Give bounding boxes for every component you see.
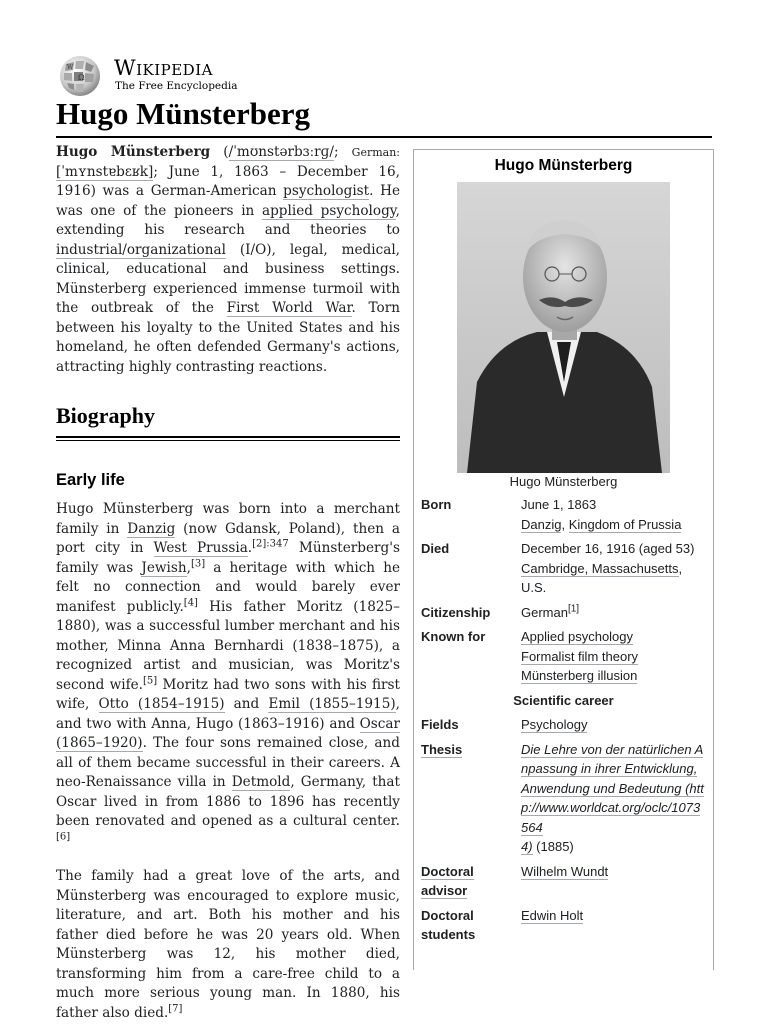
row-value xyxy=(521,715,706,735)
reference-link[interactable]: [1] xyxy=(567,603,580,615)
svg-text:W: W xyxy=(67,64,74,71)
text-span: a heritage with which he felt no connection and would barely ever manifest publicly. xyxy=(56,559,400,615)
early-life-paragraph-2 xyxy=(56,867,400,1023)
text-span: Moritz had two sons with his first wife, xyxy=(56,676,400,712)
text-span: , xyxy=(186,559,191,576)
text-span: , U.S. xyxy=(521,560,683,595)
row-label: Born xyxy=(421,497,452,512)
wikipedia-globe-icon[interactable] xyxy=(56,54,104,98)
jewish-link[interactable]: Jewish xyxy=(141,559,187,576)
subject-name: Hugo Münsterberg xyxy=(56,144,211,160)
infobox xyxy=(413,149,714,970)
text-span: , and two with Anna, Hugo (1863–1916) and xyxy=(56,696,400,732)
infobox-row-known-for xyxy=(414,625,713,689)
row-label: Known for xyxy=(421,629,486,644)
text-span: (I/O), legal, medical, clinical, educational and business settings. Münsterberg experienced immense turmoil with the outbreak of the xyxy=(56,241,400,316)
oscar-link[interactable]: Oscar (1865–1920) xyxy=(56,715,400,751)
thesis-label-link[interactable]: Thesis xyxy=(421,741,463,757)
psychologist-link[interactable]: psychologist xyxy=(283,183,370,199)
cambridge-massachusetts-link[interactable]: Cambridge, Massachusetts xyxy=(521,560,679,576)
row-value xyxy=(521,740,706,857)
text-span: Münsterberg's family was xyxy=(56,540,400,576)
reference-link[interactable]: [3] xyxy=(190,557,206,569)
row-value xyxy=(521,906,706,945)
section-divider xyxy=(56,436,400,441)
ipa-pronunciation-link[interactable]: /ˈmʊnstərbɜːrɡ/ xyxy=(228,144,334,160)
kingdom-of-prussia-link[interactable]: Kingdom of Prussia xyxy=(568,516,682,532)
german-ipa-link[interactable]: [ˈmʏnstɐbɛʁk] xyxy=(56,163,154,180)
row-label: Doctoral students xyxy=(421,907,476,942)
infobox-row-doctoral-advisor xyxy=(414,860,713,904)
text-span: , extending his research and theories to xyxy=(56,202,400,238)
died-place xyxy=(521,559,706,598)
site-header xyxy=(56,54,356,98)
row-label: Died xyxy=(421,541,450,556)
psychology-link[interactable]: Psychology xyxy=(521,717,588,732)
portrait-photo[interactable] xyxy=(457,182,670,473)
west-prussia-link[interactable]: West Prussia xyxy=(153,540,248,556)
row-label xyxy=(414,862,521,901)
applied-psychology-link[interactable]: Applied psychology xyxy=(521,629,634,644)
text-span: ( xyxy=(210,144,229,160)
infobox-row-died xyxy=(414,537,713,601)
wordmark-text: Wikipedia xyxy=(114,56,213,80)
industrial-organizational-link[interactable]: industrial/organizational xyxy=(56,241,226,258)
scientific-career-header: Scientific career xyxy=(513,692,614,708)
row-value xyxy=(521,603,706,623)
row-label: Citizenship xyxy=(421,604,491,620)
reference-link[interactable]: [6] xyxy=(56,830,71,842)
german-language-label: German: xyxy=(351,146,400,159)
edwin-holt-link[interactable]: Edwin Holt xyxy=(521,907,584,923)
text-span: , xyxy=(561,516,569,532)
row-value xyxy=(521,495,706,534)
born-place xyxy=(521,515,706,535)
text-span: . The four sons remained close, and all of them became successful in their careers. A neo-Renaissance villa in xyxy=(56,735,400,790)
first-world-war-link[interactable]: First World War xyxy=(226,300,352,316)
emil-link[interactable]: Emil (1855–1915) xyxy=(268,696,396,712)
infobox-row-fields xyxy=(414,713,713,738)
thesis-link[interactable]: Die Lehre von der natürlichen Anpassung in ihrer Entwicklung, Anwendung und Bedeutung (http://www.worldcat.org/oclc/1073564 xyxy=(521,741,704,835)
title-divider xyxy=(56,136,712,138)
formalist-film-theory-link[interactable]: Formalist film theory xyxy=(521,648,639,664)
thesis-year: (1885) xyxy=(532,839,574,854)
wikipedia-tagline: The Free Encyclopedia xyxy=(115,80,238,92)
applied-psychology-link[interactable]: applied psychology xyxy=(262,202,396,219)
danzig-link[interactable]: Danzig xyxy=(521,516,562,532)
citizenship-value: German xyxy=(521,604,568,620)
text-span: (now Gdansk, Poland), then a port city in xyxy=(56,520,401,556)
infobox-row-thesis xyxy=(414,738,713,860)
row-value xyxy=(521,862,706,901)
died-date: December 16, 1916 (aged 53) xyxy=(521,541,695,556)
danzig-link[interactable]: Danzig xyxy=(127,520,176,537)
section-heading-biography: Biography xyxy=(56,403,156,428)
born-date: June 1, 1863 xyxy=(521,497,597,512)
text-span: , Germany, that Oscar lived in from 1886 to 1896 has recently been renovated and opened as a cultural center. xyxy=(56,774,400,829)
infobox-row-born xyxy=(414,493,713,537)
reference-link[interactable]: [2]:347 xyxy=(252,538,289,550)
text-span: The family had a great love of the arts, and Münsterberg was encouraged to explore music, literature, and art. Both his mother and his father died before he was 20 years old. When Münsterberg was 12, his mother died, transforming him from a care-free child to a much more serious young man. In 1880, his father also died. xyxy=(56,868,400,1021)
munsterberg-illusion-link[interactable]: Münsterberg illusion xyxy=(521,668,638,683)
photo-caption: Hugo Münsterberg xyxy=(509,474,618,489)
text-span: Hugo Münsterberg was born into a merchant family in xyxy=(56,501,400,537)
infobox-rows xyxy=(414,493,713,948)
row-label xyxy=(414,740,521,857)
reference-link[interactable]: [5] xyxy=(142,674,158,686)
infobox-row-doctoral-students xyxy=(414,904,713,948)
page-title: Hugo Münsterberg xyxy=(56,96,311,131)
infobox-title: Hugo Münsterberg xyxy=(494,157,633,174)
text-span: ; xyxy=(333,144,352,160)
detmold-link[interactable]: Detmold xyxy=(231,774,291,790)
wilhelm-wundt-link[interactable]: Wilhelm Wundt xyxy=(521,863,609,879)
reference-link[interactable]: [7] xyxy=(168,1002,183,1014)
lead-paragraph xyxy=(56,143,400,377)
row-value xyxy=(521,627,706,686)
text-span: ; June 1, 1863 – December 16, 1916) was a German-American xyxy=(56,163,400,199)
text-span: and xyxy=(224,696,269,712)
svg-text:Ω: Ω xyxy=(78,73,85,82)
doctoral-advisor-label-link[interactable]: Doctoral advisor xyxy=(421,863,474,898)
row-value xyxy=(521,539,706,598)
subsection-heading-early-life: Early life xyxy=(56,471,125,489)
wikipedia-wordmark[interactable] xyxy=(114,56,213,80)
thesis-link-end[interactable]: 4) xyxy=(521,839,533,854)
reference-link[interactable]: [4] xyxy=(183,596,198,608)
text-span: His father Moritz (1825–1880), was a successful lumber merchant and his mother, Minna Anna Bernhardi (1838–1875), a recognized artist and musician, was Moritz's second wife. xyxy=(56,598,400,693)
early-life-paragraph-1 xyxy=(56,500,400,851)
text-span: . Torn between his loyalty to the United States and his homeland, he often defended Germany's actions, attracting highly contrasting reactions. xyxy=(56,300,400,375)
text-span: . xyxy=(247,540,253,556)
article-body xyxy=(56,143,400,1035)
infobox-row-citizenship xyxy=(414,601,713,626)
otto-link[interactable]: Otto (1854–1915) xyxy=(98,696,225,712)
text-span: . He was one of the pioneers in xyxy=(56,183,400,219)
row-label: Fields xyxy=(421,717,459,732)
